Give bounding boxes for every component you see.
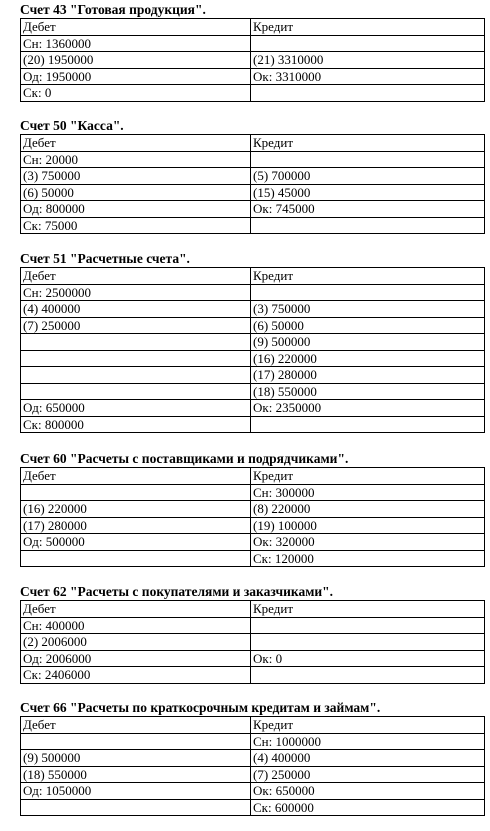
credit-header: Кредит <box>251 135 485 152</box>
table-row <box>21 783 485 800</box>
table-row <box>21 766 485 783</box>
debit-cell: (18) 550000 <box>21 766 251 783</box>
debit-cell: (2) 2006000 <box>21 634 251 651</box>
credit-cell <box>251 667 485 684</box>
table-row <box>21 667 485 684</box>
debit-cell: Од: 1050000 <box>21 783 251 800</box>
table-header-row <box>21 268 485 285</box>
table-header-row <box>21 601 485 618</box>
credit-cell: Ок: 745000 <box>251 201 485 218</box>
table-header-row <box>21 468 485 485</box>
account-62-section <box>20 584 485 684</box>
table-row <box>21 400 485 417</box>
account-title: Счет 60 "Расчеты с поставщиками и подрядчиками". <box>20 451 349 466</box>
table-row <box>21 68 485 85</box>
debit-cell: Од: 650000 <box>21 400 251 417</box>
account-title: Счет 66 "Расчеты по краткосрочным кредитам и займам". <box>20 700 381 715</box>
credit-cell: (17) 280000 <box>251 367 485 384</box>
debit-cell <box>21 550 251 567</box>
debit-cell: Ск: 800000 <box>21 416 251 433</box>
account-title: Счет 51 "Расчетные счета". <box>20 251 190 266</box>
table-row <box>21 733 485 750</box>
debit-cell: Сн: 1360000 <box>21 35 251 52</box>
credit-cell <box>251 634 485 651</box>
debit-cell: (6) 50000 <box>21 184 251 201</box>
table-row <box>21 484 485 501</box>
table-row <box>21 35 485 52</box>
debit-cell: Од: 500000 <box>21 534 251 551</box>
table-row <box>21 534 485 551</box>
credit-cell: Ск: 600000 <box>251 799 485 816</box>
debit-cell <box>21 334 251 351</box>
debit-cell: (9) 500000 <box>21 750 251 767</box>
credit-cell <box>251 284 485 301</box>
table-row <box>21 617 485 634</box>
account-66-section <box>20 700 485 816</box>
account-60-section <box>20 451 485 567</box>
debit-cell: (20) 1950000 <box>21 52 251 69</box>
table-row <box>21 301 485 318</box>
table-row <box>21 317 485 334</box>
debit-cell: (17) 280000 <box>21 517 251 534</box>
credit-header: Кредит <box>251 268 485 285</box>
credit-cell: Сн: 300000 <box>251 484 485 501</box>
debit-cell <box>21 799 251 816</box>
credit-cell <box>251 617 485 634</box>
debit-cell: Ск: 0 <box>21 85 251 102</box>
t-account-table <box>20 267 485 433</box>
credit-cell <box>251 85 485 102</box>
table-row <box>21 550 485 567</box>
table-row <box>21 284 485 301</box>
table-header-row <box>21 135 485 152</box>
debit-header: Дебет <box>21 19 251 36</box>
debit-cell: Ск: 75000 <box>21 217 251 234</box>
debit-cell: (7) 250000 <box>21 317 251 334</box>
credit-header: Кредит <box>251 468 485 485</box>
table-row <box>21 350 485 367</box>
account-title: Счет 62 "Расчеты с покупателями и заказчиками". <box>20 584 334 599</box>
table-row <box>21 517 485 534</box>
debit-cell: Од: 800000 <box>21 201 251 218</box>
table-row <box>21 85 485 102</box>
credit-cell: Ок: 2350000 <box>251 400 485 417</box>
debit-cell: Сн: 2500000 <box>21 284 251 301</box>
credit-header: Кредит <box>251 19 485 36</box>
credit-cell: (9) 500000 <box>251 334 485 351</box>
debit-cell: Ск: 2406000 <box>21 667 251 684</box>
account-43-section <box>20 2 485 102</box>
debit-cell <box>21 367 251 384</box>
debit-cell <box>21 484 251 501</box>
table-row <box>21 367 485 384</box>
table-row <box>21 634 485 651</box>
credit-cell: (21) 3310000 <box>251 52 485 69</box>
table-row <box>21 151 485 168</box>
credit-cell <box>251 416 485 433</box>
debit-header: Дебет <box>21 601 251 618</box>
debit-cell: Сн: 20000 <box>21 151 251 168</box>
credit-cell: Ок: 650000 <box>251 783 485 800</box>
table-row <box>21 217 485 234</box>
t-account-table <box>20 18 485 102</box>
table-row <box>21 383 485 400</box>
debit-cell <box>21 383 251 400</box>
table-row <box>21 650 485 667</box>
debit-header: Дебет <box>21 717 251 734</box>
table-row <box>21 184 485 201</box>
credit-header: Кредит <box>251 717 485 734</box>
table-row <box>21 334 485 351</box>
debit-header: Дебет <box>21 468 251 485</box>
credit-cell: (3) 750000 <box>251 301 485 318</box>
table-row <box>21 201 485 218</box>
credit-cell <box>251 217 485 234</box>
table-header-row <box>21 19 485 36</box>
debit-cell <box>21 350 251 367</box>
credit-cell: (18) 550000 <box>251 383 485 400</box>
debit-header: Дебет <box>21 268 251 285</box>
table-row <box>21 750 485 767</box>
credit-cell: (5) 700000 <box>251 168 485 185</box>
credit-cell: Сн: 1000000 <box>251 733 485 750</box>
debit-header: Дебет <box>21 135 251 152</box>
credit-cell: (8) 220000 <box>251 501 485 518</box>
table-row <box>21 501 485 518</box>
credit-cell: (4) 400000 <box>251 750 485 767</box>
credit-cell: Ок: 0 <box>251 650 485 667</box>
debit-cell: (16) 220000 <box>21 501 251 518</box>
table-row <box>21 168 485 185</box>
debit-cell: (4) 400000 <box>21 301 251 318</box>
table-header-row <box>21 717 485 734</box>
account-title: Счет 43 "Готовая продукция". <box>20 2 206 17</box>
credit-cell: (19) 100000 <box>251 517 485 534</box>
credit-cell: Ок: 320000 <box>251 534 485 551</box>
table-row <box>21 52 485 69</box>
debit-cell: Од: 1950000 <box>21 68 251 85</box>
credit-cell <box>251 35 485 52</box>
account-50-section <box>20 118 485 234</box>
t-account-table <box>20 716 485 816</box>
credit-cell: Ок: 3310000 <box>251 68 485 85</box>
debit-cell: Сн: 400000 <box>21 617 251 634</box>
debit-cell <box>21 733 251 750</box>
credit-cell: (16) 220000 <box>251 350 485 367</box>
credit-cell: Ск: 120000 <box>251 550 485 567</box>
account-51-section <box>20 251 485 433</box>
debit-cell: Од: 2006000 <box>21 650 251 667</box>
credit-cell: (7) 250000 <box>251 766 485 783</box>
table-row <box>21 416 485 433</box>
t-account-table <box>20 134 485 234</box>
t-account-table <box>20 600 485 684</box>
credit-cell: (6) 50000 <box>251 317 485 334</box>
account-title: Счет 50 "Касса". <box>20 118 124 133</box>
credit-cell: (15) 45000 <box>251 184 485 201</box>
table-row <box>21 799 485 816</box>
t-account-table <box>20 467 485 567</box>
credit-cell <box>251 151 485 168</box>
debit-cell: (3) 750000 <box>21 168 251 185</box>
credit-header: Кредит <box>251 601 485 618</box>
